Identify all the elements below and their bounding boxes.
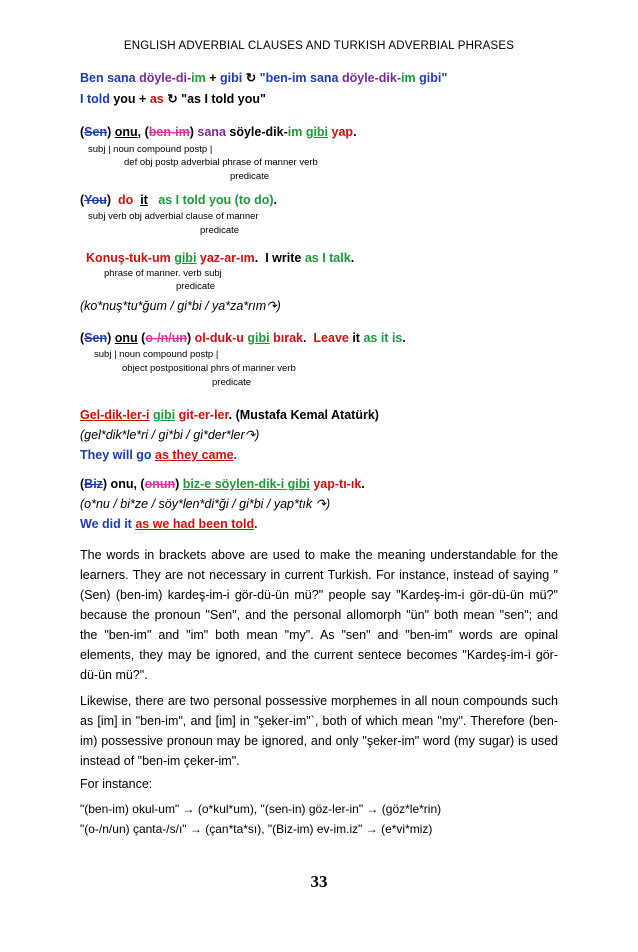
example-6-pronunciation: (gel*dik*le*ri / gi*bi / gi*der*ler↷): [80, 428, 260, 442]
example-2-annotation-1: subj | noun compound postp |: [88, 144, 213, 155]
example-6-english: They will go as they came.: [80, 448, 238, 462]
example-5-annotation-1: subj | noun compound postp |: [94, 349, 219, 360]
explanation-paragraph-1: The words in brackets above are used to make the meaning understandable for the learners. They are not necessary in current Turkish. For instance, instead of saying "(Sen) (ben-im) kardeş-im-i gör-dü-ün mü?" people say "Kardeş-im-i gör-dü-ün mü?" because the pronoun "Sen", and the personal allomorph "ün" both mean "sen"; and the "ben-im" and "im" both mean "my". As "sen" and "ben-im" words are opinal elements, they may be ignored, and the current sentece becomes "Kardeş-im-i gör-dü-ün mü?".: [80, 548, 558, 682]
example-7-english: We did it as we had been told.: [80, 517, 258, 531]
example-2-annotation-2: def obj postp adverbial phrase of manner verb: [124, 157, 318, 168]
running-header: ENGLISH ADVERBIAL CLAUSES AND TURKISH ADVERBIAL PHRASES: [123, 40, 515, 52]
example-4-annotation-1: phrase of manner. verb subj: [104, 268, 222, 279]
example-1-turkish: Ben sana döyle-di-im + gibi ↻ "ben-im sana döyle-dik-im gibi": [80, 71, 448, 85]
example-4-pronunciation: (ko*nuş*tu*ğum / gi*bi / ya*za*rım↷): [80, 299, 281, 313]
example-6-sentence: Gel-dik-ler-i gibi git-er-ler. (Mustafa Kemal Atatürk): [80, 408, 379, 422]
example-4-annotation-2: predicate: [176, 281, 216, 292]
example-4-sentence: Konuş-tuk-um gibi yaz-ar-ım. I write as I talk.: [86, 251, 355, 265]
example-1-english: I told you + as ↻ "as I told you": [80, 92, 266, 106]
example-7-pronunciation: (o*nu / bi*ze / söy*len*di*ği / gi*bi / yap*tık ↷): [80, 497, 331, 511]
example-5-annotation-3: predicate: [212, 377, 252, 388]
for-instance-label: For instance:: [80, 777, 153, 791]
example-2-turkish: (Sen) onu, (ben-im) sana söyle-dik-im gibi yap.: [80, 125, 357, 139]
instance-line-2: "(o-/n/un) çanta-/s/ı" → (çan*ta*sı), "(Biz-im) ev-im.iz" → (e*vi*miz): [80, 822, 433, 836]
example-2-annotation-3: predicate: [230, 171, 270, 182]
example-3-english: (You) do it as I told you (to do).: [80, 193, 278, 207]
example-3-annotation-2: predicate: [200, 225, 240, 236]
page-number: 33: [310, 872, 328, 891]
example-7-sentence: (Biz) onu, (onun) biz-e söylen-dik-i gibi yap-tı-ık.: [80, 477, 365, 491]
explanation-paragraph-2: Likewise, there are two personal possessive morphemes in all noun compounds such as [im] in "ben-im", and [im] in "şeker-im"`, both of which mean "my". Therefore (ben-im) possessive pronoun may be ignored, and only "şeker-im" word (my sugar) is used instead of "ben-im çeker-im".: [80, 694, 558, 768]
instance-line-1: "(ben-im) okul-um" → (o*kul*um), "(sen-in) göz-ler-in" → (göz*le*rin): [80, 802, 442, 816]
example-5-sentence: (Sen) onu (o-/n/un) ol-duk-u gibi bırak. Leave it as it is.: [80, 331, 406, 345]
example-3-annotation-1: subj verb obj adverbial clause of manner: [88, 211, 259, 222]
example-5-annotation-2: object postpositional phrs of manner verb: [122, 363, 296, 374]
